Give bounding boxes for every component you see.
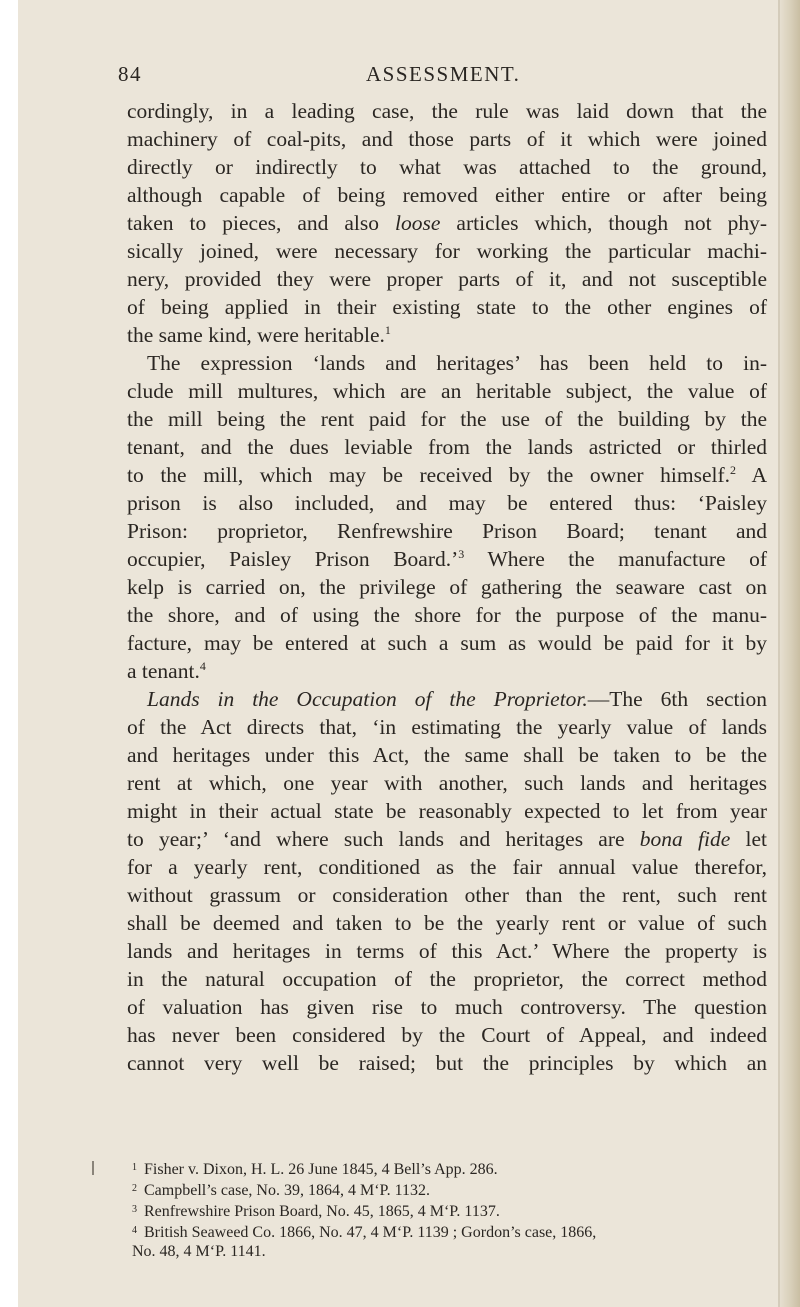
footnote-number: 3 (132, 1204, 137, 1215)
text-line: lands and heritages in terms of this Act.’ Where the property is (127, 939, 767, 963)
text-line: clude mill multures, which are an heritable subject, the value of (127, 379, 767, 403)
text-line: might in their actual state be reasonably expected to let from year (127, 799, 767, 823)
text-line: cordingly, in a leading case, the rule was laid down that the (127, 99, 767, 123)
text-line: of valuation has given rise to much controversy. The question (127, 995, 767, 1019)
text-line: the mill being the rent paid for the use of the building by the (127, 407, 767, 431)
text-line: machinery of coal-pits, and those parts of it which were joined (127, 127, 767, 151)
scan-margin-left (0, 0, 18, 1307)
text-line: shall be deemed and taken to be the yearly rent or value of such (127, 911, 767, 935)
text-line: cannot very well be raised; but the principles by which an (127, 1051, 767, 1075)
footnote: 1 Fisher v. Dixon, H. L. 26 June 1845, 4 Bell’s App. 286. (132, 1157, 772, 1178)
text-line: and heritages under this Act, the same shall be taken to be the (127, 743, 767, 767)
footnote: 4 British Seaweed Co. 1866, No. 47, 4 M‘P. 1139 ; Gordon’s case, 1866, (132, 1220, 772, 1241)
text-line: Prison: proprietor, Renfrewshire Prison Board; tenant and (127, 519, 767, 543)
footnote-number: 4 (132, 1225, 137, 1236)
section-sidehead: Lands in the Occupation of the Proprietor. (147, 687, 588, 711)
text-line: rent at which, one year with another, such lands and heritages (127, 771, 767, 795)
footnote-ref: 4 (199, 659, 206, 673)
scan-mark (92, 1161, 94, 1175)
text-line: directly or indirectly to what was attached to the ground, (127, 155, 767, 179)
italic-term: loose (395, 211, 441, 235)
footnote-number: 1 (132, 1162, 137, 1173)
text-line: sically joined, were necessary for working the particular machi- (127, 239, 767, 263)
text-line: without grassum or consideration other than the rent, such rent (127, 883, 767, 907)
text-line: facture, may be entered at such a sum as would be paid for it by (127, 631, 767, 655)
text-line: nery, provided they were proper parts of it, and not susceptible (127, 267, 767, 291)
text-line: a tenant.$^4$ (127, 659, 206, 683)
text-line: The expression ‘lands and heritages’ has been held to in- (147, 351, 767, 375)
text-line: tenant, and the dues leviable from the lands astricted or thirled (127, 435, 767, 459)
footnote-ref: 3 (458, 547, 465, 561)
page-edge (778, 0, 780, 1307)
text-line: for a yearly rent, conditioned as the fair annual value therefor, (127, 855, 767, 879)
text-line: has never been considered by the Court of Appeal, and indeed (127, 1023, 767, 1047)
running-head (0, 62, 800, 92)
text-line: the same kind, were heritable.$^1$ (127, 323, 391, 347)
footnote-continuation: No. 48, 4 M‘P. 1141. (132, 1243, 266, 1260)
footnote-number: 2 (132, 1183, 137, 1194)
text-line: to the mill, which may be received by the owner himself.$^2$ A (127, 463, 767, 487)
text-line: Lands in the Occupation of the Proprietor.—The 6th section (147, 687, 767, 711)
running-title: ASSESSMENT. (366, 62, 521, 86)
text-line: the shore, and of using the shore for the purpose of the manu- (127, 603, 767, 627)
text-line: although capable of being removed either entire or after being (127, 183, 767, 207)
text-line: prison is also included, and may be entered thus: ‘Paisley (127, 491, 767, 515)
footnote-ref: 1 (384, 323, 391, 337)
text-line: of the Act directs that, ‘in estimating the yearly value of lands (127, 715, 767, 739)
text-line: kelp is carried on, the privilege of gathering the seaware cast on (127, 575, 767, 599)
scan-margin-right (780, 0, 800, 1307)
footnote-ref: 2 (730, 463, 737, 477)
footnotes (132, 1157, 772, 1262)
body-text (127, 97, 767, 1077)
footnote: 2 Campbell’s case, No. 39, 1864, 4 M‘P. 1132. (132, 1178, 772, 1199)
page-number: 84 (118, 62, 142, 86)
text-line: taken to pieces, and also loose articles which, though not phy- (127, 211, 767, 235)
text-line: in the natural occupation of the proprietor, the correct method (127, 967, 767, 991)
text-line: to year;’ ‘and where such lands and heritages are bona fide let (127, 827, 767, 851)
text-line: of being applied in their existing state to the other engines of (127, 295, 767, 319)
text-line: occupier, Paisley Prison Board.’$^3$ Where the manufacture of (127, 547, 767, 571)
italic-term: bona fide (639, 827, 731, 851)
footnote: 3 Renfrewshire Prison Board, No. 45, 1865, 4 M‘P. 1137. (132, 1199, 772, 1220)
